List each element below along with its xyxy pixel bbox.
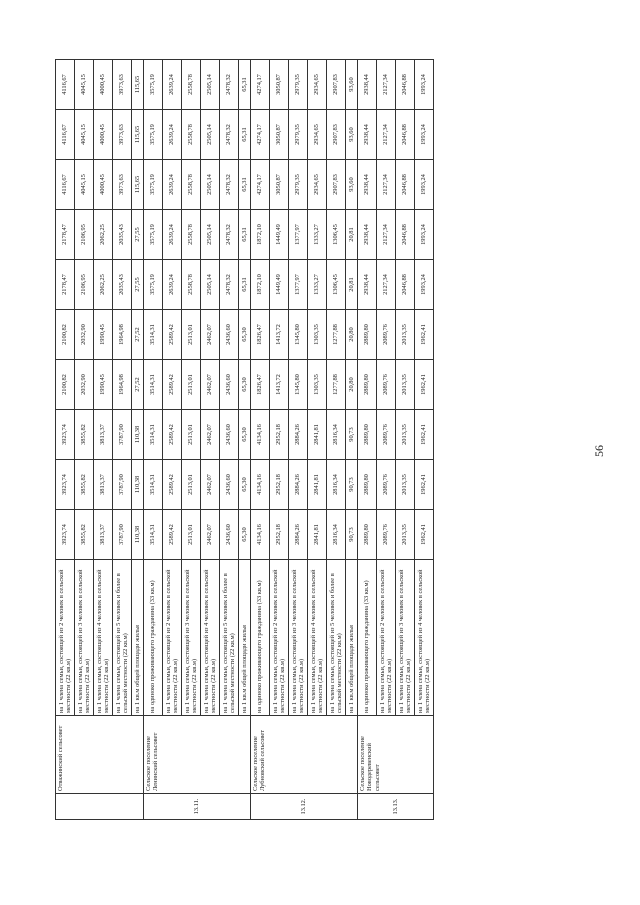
table-row: [163, 60, 182, 820]
value-cell: 2127,34: [377, 160, 396, 210]
value-cell: 2436,60: [220, 410, 239, 460]
value-cell: 2127,34: [377, 210, 396, 260]
value-cell: 20,80: [346, 310, 358, 360]
value-cell: 65,31: [239, 60, 251, 110]
value-cell: 1964,98: [113, 360, 132, 410]
value-cell: 1303,35: [308, 310, 327, 360]
value-cell: 3813,37: [94, 410, 113, 460]
value-cell: 3813,37: [94, 510, 113, 560]
value-cell: 2934,65: [308, 110, 327, 160]
value-cell: 1872,10: [251, 210, 270, 260]
category-description: на 1 кв.м общей площади жилья: [346, 560, 358, 716]
value-cell: 65,31: [239, 110, 251, 160]
value-cell: 1962,41: [415, 460, 434, 510]
value-cell: 2907,83: [327, 60, 346, 110]
value-cell: 4116,67: [56, 110, 75, 160]
value-cell: 2032,90: [75, 310, 94, 360]
value-cell: 2589,42: [163, 510, 182, 560]
value-cell: 3514,31: [144, 360, 163, 410]
table-row: [358, 60, 377, 820]
value-cell: 2436,60: [220, 310, 239, 360]
value-cell: 1993,24: [415, 260, 434, 310]
value-cell: 1377,97: [289, 260, 308, 310]
value-cell: 2106,95: [75, 260, 94, 310]
value-cell: 65,30: [239, 360, 251, 410]
value-cell: 4134,16: [251, 410, 270, 460]
table-row: [308, 60, 327, 820]
value-cell: 65,30: [239, 460, 251, 510]
value-cell: 2478,32: [220, 160, 239, 210]
table-row: [113, 60, 132, 820]
value-cell: 3855,82: [75, 410, 94, 460]
value-cell: 2884,26: [289, 410, 308, 460]
value-cell: 115,65: [132, 60, 144, 110]
category-description: на 1 члена семьи, состоящей из 2 человек в сельской местности (22 кв.м): [56, 560, 75, 716]
value-cell: 2035,43: [113, 260, 132, 310]
value-cell: 20,81: [346, 210, 358, 260]
value-cell: 90,73: [346, 460, 358, 510]
value-cell: 2639,24: [163, 210, 182, 260]
value-cell: 2062,25: [94, 260, 113, 310]
category-description: на 1 члена семьи, состоящей из 5 человек и более в сельской местности (22 кв.м): [327, 560, 346, 716]
value-cell: 3050,87: [270, 160, 289, 210]
value-cell: 2938,44: [358, 260, 377, 310]
table-row: [56, 60, 75, 820]
value-cell: 2013,35: [396, 510, 415, 560]
value-cell: 2889,80: [358, 410, 377, 460]
value-cell: 4045,15: [75, 160, 94, 210]
value-cell: 2979,35: [289, 110, 308, 160]
value-cell: 2013,35: [396, 460, 415, 510]
value-cell: 65,31: [239, 260, 251, 310]
value-cell: 1993,24: [415, 160, 434, 210]
value-cell: 1990,45: [94, 360, 113, 410]
value-cell: 2589,42: [163, 410, 182, 460]
value-cell: 3923,74: [56, 460, 75, 510]
value-cell: 27,52: [132, 310, 144, 360]
value-cell: 2505,14: [201, 260, 220, 310]
value-cell: 1449,49: [270, 210, 289, 260]
row-number: 13.11.: [144, 794, 251, 820]
value-cell: 1964,98: [113, 310, 132, 360]
table-row: [239, 60, 251, 820]
value-cell: 1826,47: [251, 360, 270, 410]
table-row: [289, 60, 308, 820]
category-description: на 1 члена семьи, состоящей из 4 человек в сельской местности (22 кв.м): [94, 560, 113, 716]
value-cell: 2505,14: [201, 160, 220, 210]
value-cell: 2436,60: [220, 360, 239, 410]
value-cell: 2589,42: [163, 460, 182, 510]
value-cell: 2178,47: [56, 260, 75, 310]
value-cell: 1377,97: [289, 210, 308, 260]
value-cell: 2952,18: [270, 460, 289, 510]
value-cell: 1962,41: [415, 510, 434, 560]
value-cell: 2816,34: [327, 410, 346, 460]
value-cell: 3787,90: [113, 460, 132, 510]
value-cell: 3787,90: [113, 410, 132, 460]
value-cell: 2907,83: [327, 110, 346, 160]
value-cell: 27,55: [132, 210, 144, 260]
category-description: на одиноко проживающего гражданина (33 кв.м): [358, 560, 377, 716]
value-cell: 2952,18: [270, 410, 289, 460]
value-cell: 2127,34: [377, 110, 396, 160]
value-cell: 3050,87: [270, 60, 289, 110]
value-cell: 3575,19: [144, 110, 163, 160]
value-cell: 2513,01: [182, 310, 201, 360]
value-cell: 3973,63: [113, 160, 132, 210]
value-cell: 1345,80: [289, 310, 308, 360]
value-cell: 93,60: [346, 110, 358, 160]
value-cell: 2639,24: [163, 160, 182, 210]
category-description: на 1 члена семьи, состоящей из 3 человек в сельской местности (22 кв.м): [396, 560, 415, 716]
table-row: [251, 60, 270, 820]
category-description: на 1 члена семьи, состоящей из 3 человек в сельской местности (22 кв.м): [182, 560, 201, 716]
value-cell: 20,80: [346, 360, 358, 410]
category-description: на одиноко проживающего гражданина (33 кв.м): [251, 560, 270, 716]
value-cell: 2127,34: [377, 60, 396, 110]
value-cell: 1872,10: [251, 260, 270, 310]
settlement-name: Сельское поселение Лубновский сельсовет: [251, 716, 358, 794]
value-cell: 4000,45: [94, 160, 113, 210]
value-cell: 65,30: [239, 310, 251, 360]
table-row: [346, 60, 358, 820]
value-cell: 2089,76: [377, 360, 396, 410]
value-cell: 1306,45: [327, 210, 346, 260]
value-cell: 2462,07: [201, 360, 220, 410]
value-cell: 2934,65: [308, 60, 327, 110]
value-cell: 2589,42: [163, 360, 182, 410]
value-cell: 2938,44: [358, 60, 377, 110]
value-cell: 3923,74: [56, 510, 75, 560]
value-cell: 2013,35: [396, 360, 415, 410]
value-cell: 2558,78: [182, 110, 201, 160]
value-cell: 2934,65: [308, 160, 327, 210]
value-cell: 2938,44: [358, 210, 377, 260]
value-cell: 1277,88: [327, 310, 346, 360]
table-row: [220, 60, 239, 820]
table-row: [94, 60, 113, 820]
settlement-name: Отважинский сельсовет: [56, 716, 144, 794]
value-cell: 3973,63: [113, 60, 132, 110]
value-cell: 2062,25: [94, 210, 113, 260]
value-cell: 2478,32: [220, 60, 239, 110]
value-cell: 2639,24: [163, 260, 182, 310]
value-cell: 2639,24: [163, 110, 182, 160]
value-cell: 2841,81: [308, 510, 327, 560]
value-cell: 2046,88: [396, 260, 415, 310]
value-cell: 93,60: [346, 160, 358, 210]
value-cell: 27,52: [132, 360, 144, 410]
value-cell: 27,55: [132, 260, 144, 310]
value-cell: 2462,07: [201, 510, 220, 560]
value-cell: 2979,35: [289, 60, 308, 110]
value-cell: 2884,26: [289, 510, 308, 560]
value-cell: 2462,07: [201, 460, 220, 510]
value-cell: 2513,01: [182, 410, 201, 460]
row-number: 13.13.: [358, 794, 434, 820]
value-cell: 2884,26: [289, 460, 308, 510]
value-cell: 2907,83: [327, 160, 346, 210]
value-cell: 1345,80: [289, 360, 308, 410]
value-cell: 2127,34: [377, 260, 396, 310]
value-cell: 115,65: [132, 160, 144, 210]
value-cell: 65,30: [239, 510, 251, 560]
value-cell: 3575,19: [144, 160, 163, 210]
category-description: на 1 члена семьи, состоящей из 2 человек в сельской местности (22 кв.м): [270, 560, 289, 716]
value-cell: 2952,18: [270, 510, 289, 560]
category-description: на 1 члена семьи, состоящей из 4 человек в сельской местности (22 кв.м): [201, 560, 220, 716]
value-cell: 2938,44: [358, 160, 377, 210]
value-cell: 2100,82: [56, 360, 75, 410]
value-cell: 1962,41: [415, 310, 434, 360]
value-cell: 2035,43: [113, 210, 132, 260]
row-number: [56, 794, 144, 820]
value-cell: 110,38: [132, 410, 144, 460]
value-cell: 2505,14: [201, 210, 220, 260]
value-cell: 1413,72: [270, 310, 289, 360]
value-cell: 3575,19: [144, 260, 163, 310]
category-description: на одиноко проживающего гражданина (33 кв.м): [144, 560, 163, 716]
value-cell: 1826,47: [251, 310, 270, 360]
category-description: на 1 кв.м общей площади жилья: [239, 560, 251, 716]
value-cell: 3855,82: [75, 460, 94, 510]
value-cell: 93,60: [346, 60, 358, 110]
value-cell: 2046,88: [396, 210, 415, 260]
value-cell: 2436,60: [220, 510, 239, 560]
value-cell: 1993,24: [415, 60, 434, 110]
value-cell: 2558,78: [182, 260, 201, 310]
value-cell: 3575,19: [144, 210, 163, 260]
value-cell: 4134,16: [251, 460, 270, 510]
value-cell: 2841,81: [308, 410, 327, 460]
value-cell: 3575,19: [144, 60, 163, 110]
value-cell: 2046,88: [396, 160, 415, 210]
settlement-name: Сельское поселение Новодеревенский сельсовет: [358, 716, 434, 794]
value-cell: 3050,87: [270, 110, 289, 160]
value-cell: 2979,35: [289, 160, 308, 210]
table-row: [75, 60, 94, 820]
category-description: на 1 кв.м общей площади жилья: [132, 560, 144, 716]
value-cell: 4274,17: [251, 60, 270, 110]
value-cell: 2513,01: [182, 360, 201, 410]
table-body: [56, 60, 434, 820]
category-description: на 1 члена семьи, состоящей из 5 человек и более в сельской местности (22 кв.м): [220, 560, 239, 716]
value-cell: 4116,67: [56, 60, 75, 110]
value-cell: 110,38: [132, 460, 144, 510]
value-cell: 2558,78: [182, 160, 201, 210]
value-cell: 90,73: [346, 410, 358, 460]
value-cell: 90,73: [346, 510, 358, 560]
value-cell: 2089,76: [377, 410, 396, 460]
value-cell: 2462,07: [201, 410, 220, 460]
value-cell: 3514,31: [144, 510, 163, 560]
value-cell: 110,38: [132, 510, 144, 560]
value-cell: 4134,16: [251, 510, 270, 560]
table-row: [144, 60, 163, 820]
value-cell: 115,65: [132, 110, 144, 160]
value-cell: 4045,15: [75, 60, 94, 110]
value-cell: 3514,31: [144, 310, 163, 360]
value-cell: 20,81: [346, 260, 358, 310]
value-cell: 4274,17: [251, 160, 270, 210]
value-cell: 2889,80: [358, 510, 377, 560]
value-cell: 3923,74: [56, 410, 75, 460]
category-description: на 1 члена семьи, состоящей из 3 человек в сельской местности (22 кв.м): [289, 560, 308, 716]
settlement-name: Сельское поселение Ленинский сельсовет: [144, 716, 251, 794]
value-cell: 1990,45: [94, 310, 113, 360]
value-cell: 3973,63: [113, 110, 132, 160]
value-cell: 2505,14: [201, 60, 220, 110]
value-cell: 2841,81: [308, 460, 327, 510]
value-cell: 1962,41: [415, 410, 434, 460]
value-cell: 1277,88: [327, 360, 346, 410]
value-cell: 2478,32: [220, 260, 239, 310]
table-row: [327, 60, 346, 820]
value-cell: 65,30: [239, 410, 251, 460]
value-cell: 1993,24: [415, 110, 434, 160]
value-cell: 1413,72: [270, 360, 289, 410]
value-cell: 2089,76: [377, 510, 396, 560]
value-cell: 3813,37: [94, 460, 113, 510]
value-cell: 2505,14: [201, 110, 220, 160]
value-cell: 4116,67: [56, 160, 75, 210]
table-row: [182, 60, 201, 820]
value-cell: 1962,41: [415, 360, 434, 410]
value-cell: 2089,76: [377, 460, 396, 510]
value-cell: 1993,24: [415, 210, 434, 260]
category-description: на 1 члена семьи, состоящей из 2 человек в сельской местности (22 кв.м): [163, 560, 182, 716]
category-description: на 1 члена семьи, состоящей из 5 человек и более в сельской местности (22 кв.м): [113, 560, 132, 716]
value-cell: 2436,60: [220, 460, 239, 510]
value-cell: 2478,32: [220, 110, 239, 160]
value-cell: 4274,17: [251, 110, 270, 160]
value-cell: 3514,31: [144, 410, 163, 460]
value-cell: 4045,15: [75, 110, 94, 160]
value-cell: 2106,95: [75, 210, 94, 260]
value-cell: 2639,24: [163, 60, 182, 110]
value-cell: 2032,90: [75, 360, 94, 410]
value-cell: 2013,35: [396, 410, 415, 460]
value-cell: 2046,88: [396, 110, 415, 160]
value-cell: 2178,47: [56, 210, 75, 260]
value-cell: 2013,35: [396, 310, 415, 360]
category-description: на 1 члена семьи, состоящей из 4 человек в сельской местности (22 кв.м): [415, 560, 434, 716]
value-cell: 65,31: [239, 210, 251, 260]
value-cell: 4000,45: [94, 110, 113, 160]
value-cell: 2462,07: [201, 310, 220, 360]
category-description: на 1 члена семьи, состоящей из 4 человек в сельской местности (22 кв.м): [308, 560, 327, 716]
value-cell: 2889,80: [358, 460, 377, 510]
table-row: [270, 60, 289, 820]
category-description: на 1 члена семьи, состоящей из 3 человек в сельской местности (22 кв.м): [75, 560, 94, 716]
value-cell: 2558,78: [182, 60, 201, 110]
value-cell: 2513,01: [182, 510, 201, 560]
table-row: [201, 60, 220, 820]
value-cell: 2816,34: [327, 460, 346, 510]
value-cell: 2513,01: [182, 460, 201, 510]
value-cell: 1333,27: [308, 260, 327, 310]
value-cell: 1449,49: [270, 260, 289, 310]
value-cell: 3855,82: [75, 510, 94, 560]
value-cell: 2889,80: [358, 360, 377, 410]
value-cell: 2816,34: [327, 510, 346, 560]
value-cell: 2046,88: [396, 60, 415, 110]
row-number: 13.12.: [251, 794, 358, 820]
tariff-table: [55, 59, 434, 820]
table-row: [132, 60, 144, 820]
value-cell: 65,31: [239, 160, 251, 210]
page-number: 56: [592, 445, 606, 457]
table-row: [415, 60, 434, 820]
value-cell: 2100,82: [56, 310, 75, 360]
value-cell: 2558,78: [182, 210, 201, 260]
value-cell: 3514,31: [144, 460, 163, 510]
table-row: [396, 60, 415, 820]
value-cell: 2589,42: [163, 310, 182, 360]
value-cell: 2478,32: [220, 210, 239, 260]
value-cell: 1333,27: [308, 210, 327, 260]
value-cell: 1303,35: [308, 360, 327, 410]
value-cell: 1306,45: [327, 260, 346, 310]
value-cell: 2089,76: [377, 310, 396, 360]
category-description: на 1 члена семьи, состоящей из 2 человек в сельской местности (22 кв.м): [377, 560, 396, 716]
value-cell: 2889,80: [358, 310, 377, 360]
table-row: [377, 60, 396, 820]
value-cell: 3787,90: [113, 510, 132, 560]
value-cell: 2938,44: [358, 110, 377, 160]
value-cell: 4000,45: [94, 60, 113, 110]
